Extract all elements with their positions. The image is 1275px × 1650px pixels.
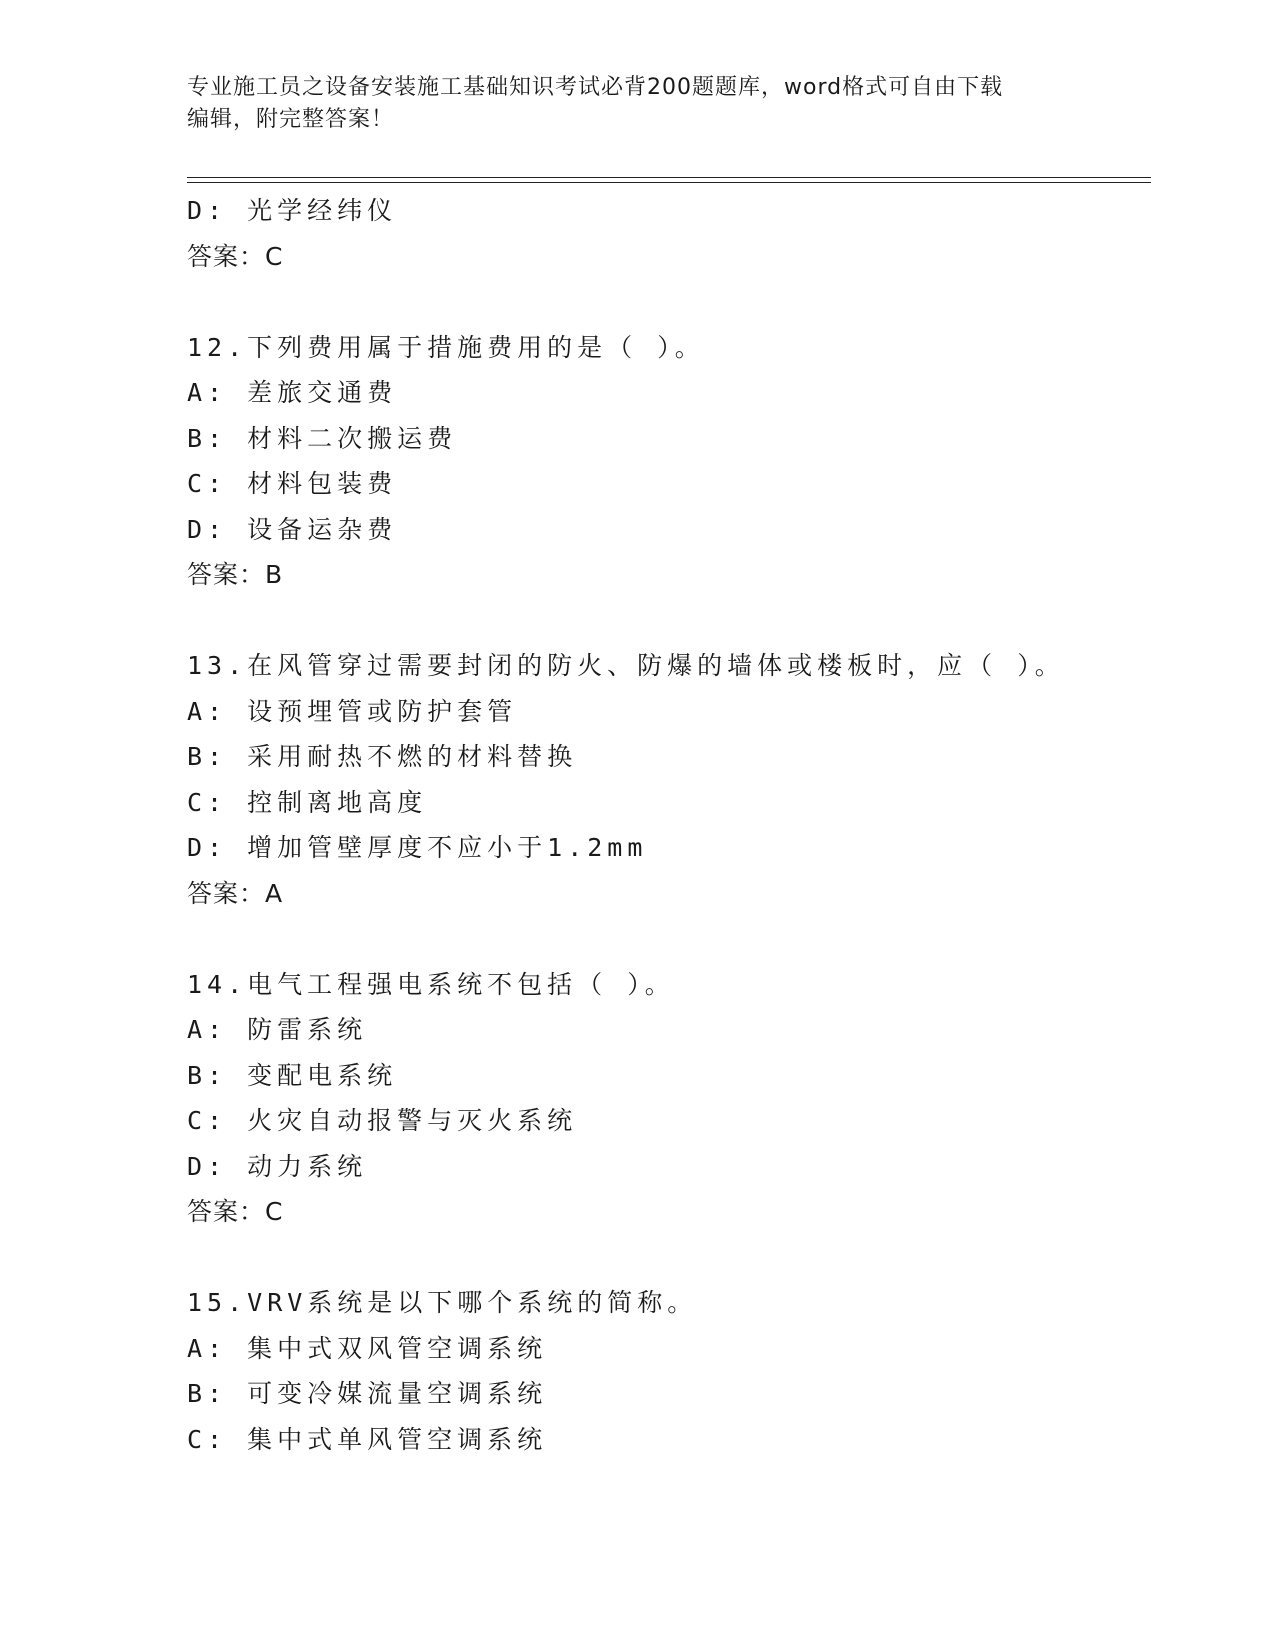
question-12 (187, 325, 1147, 598)
question-stem: 14.电气工程强电系统不包括（ ）。 (187, 969, 675, 999)
option-a: A: 设预埋管或防护套管 (187, 696, 518, 726)
option-a: A: 防雷系统 (187, 1015, 368, 1044)
answer: 答案：C (187, 1197, 284, 1226)
partial-option-d: D: 光学经纬仪 (187, 196, 398, 225)
option-c: C: 火灾自动报警与灭火系统 (187, 1106, 578, 1135)
header-divider-bottom (187, 182, 1151, 183)
question-15 (187, 1280, 1147, 1462)
question-14 (187, 962, 1147, 1235)
spacer (187, 598, 1147, 644)
option-d: D: 动力系统 (187, 1151, 368, 1181)
option-b: B: 可变冷媒流量空调系统 (187, 1379, 548, 1408)
spacer (187, 1235, 1147, 1281)
option-c: C: 集中式单风管空调系统 (187, 1424, 548, 1454)
question-list (187, 188, 1147, 1462)
option-b: B: 变配电系统 (187, 1060, 398, 1090)
document-header (187, 72, 1087, 136)
spacer (187, 279, 1147, 325)
option-b: B: 采用耐热不燃的材料替换 (187, 742, 578, 771)
answer: 答案：B (187, 560, 284, 589)
partial-answer: 答案：C (187, 241, 284, 271)
option-c: C: 材料包装费 (187, 469, 398, 498)
question-stem: 12.下列费用属于措施费用的是（ ）。 (187, 332, 705, 362)
question-13 (187, 643, 1147, 916)
header-divider-top (187, 177, 1151, 178)
option-a: A: 差旅交通费 (187, 378, 398, 407)
option-c: C: 控制离地高度 (187, 787, 428, 817)
answer: 答案：A (187, 878, 284, 908)
question-stem: 15.VRV系统是以下哪个系统的简称。 (187, 1288, 698, 1317)
spacer (187, 916, 1147, 962)
header-title-line-1: 专业施工员之设备安装施工基础知识考试必背200题题库，word格式可自由下载 (187, 75, 1004, 100)
option-d: D: 增加管壁厚度不应小于1.2mm (187, 833, 648, 862)
option-a: A: 集中式双风管空调系统 (187, 1333, 548, 1363)
option-d: D: 设备运杂费 (187, 514, 398, 544)
option-b: B: 材料二次搬运费 (187, 423, 458, 453)
header-title-line-2: 编辑，附完整答案！ (187, 107, 395, 132)
question-stem: 13.在风管穿过需要封闭的防火、防爆的墙体或楼板时，应（ ）。 (187, 651, 1065, 680)
